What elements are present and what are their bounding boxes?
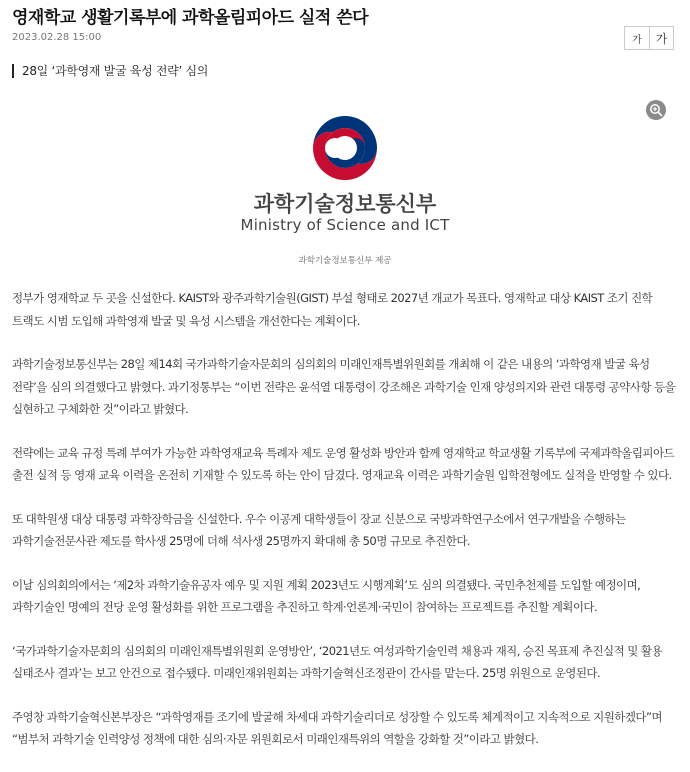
- article-paragraph: ‘국가과학기술자문회의 심의회의 미래인재특별위원회 운영방안’, ‘2021년도 여성과학기술인력 채용과 재직, 승진 목표제 추진실적 및 활용 실태조사 결과’는 보고 안건으로 접수됐다. 미래인재위원회는 과학기술혁신조정관이 간사를 맡는다. 25명 위원으로 운영된다.: [12, 643, 663, 680]
- ministry-logo-image: [200, 112, 490, 242]
- image-caption: 과학기술정보통신부 제공: [298, 256, 392, 266]
- logo-english-text: Ministry of Science and ICT: [240, 216, 450, 234]
- zoom-in-button[interactable]: [646, 100, 666, 120]
- article-subtitle: 28일 ‘과학영재 발굴 육성 전략’ 심의: [12, 64, 208, 78]
- taegeuk-emblem-icon: [312, 115, 378, 181]
- font-decrease-button[interactable]: 가: [625, 27, 649, 49]
- article-date: 2023.02.28 15:00: [12, 32, 102, 43]
- article-paragraph: 정부가 영재학교 두 곳을 신설한다. KAIST와 광주과학기술원(GIST) 부설 형태로 2027년 개교가 목표다. 영재학교 대상 KAIST 조기 진학 트랙도 시범 도입해 과학영재 발굴 및 육성 시스템을 개선한다는 계획이다.: [12, 291, 653, 328]
- article-headline: 영재학교 생활기록부에 과학올림피아드 실적 쓴다: [12, 8, 369, 28]
- article-body: [12, 287, 682, 772]
- article-paragraph: 또 대학원생 대상 대통령 과학장학금을 신설한다. 우수 이공계 대학생들이 장교 신분으로 국방과학연구소에서 연구개발을 수행하는 과학기술전문사관 제도를 학사생 25명에 더해 석사생 25명까지 확대해 총 50명 규모로 추진한다.: [12, 511, 626, 548]
- article-paragraph: 전략에는 교육 규정 특례 부여가 가능한 과학영재교육 특례자 제도 운영 활성화 방안과 함께 영재학교 학교생활 기록부에 국제과학올림피아드 출전 실적 등 영재 교육 이력을 온전히 기재할 수 있도록 하는 안이 담겼다. 영재교육 이력은 과학기술원 입학전형에도 실적을 반영할 수 있다.: [12, 445, 675, 482]
- font-increase-button[interactable]: 가: [649, 27, 673, 49]
- article-paragraph: 주영창 과학기술혁신본부장은 “과학영재를 조기에 발굴해 차세대 과학기술리더로 성장할 수 있도록 체계적이고 지속적으로 지원하겠다”며 “범부처 과학기술 인력양성 정책에 대한 심의·자문 위원회로서 미래인재특위의 역할을 강화할 것”이라고 밝혔다.: [12, 709, 662, 746]
- logo-korean-text: 과학기술정보통신부: [253, 192, 437, 216]
- zoom-in-icon: [649, 103, 663, 117]
- article-paragraph: 과학기술정보통신부는 28일 제14회 국가과학기술자문회의 심의회의 미래인재특별위원회를 개최해 이 같은 내용의 ‘과학영재 발굴 육성 전략’을 심의 의결했다고 밝혔다. 과기정통부는 “이번 전략은 윤석열 대통령이 강조해온 과학기술 인재 양성의지와 관련 대통령 공약사항 등을 실현하고 구체화한 것”이라고 밝혔다.: [12, 357, 676, 416]
- article-paragraph: 이날 심의회의에서는 ‘제2차 과학기술유공자 예우 및 지원 계획 2023년도 시행계획’도 심의 의결됐다. 국민추천제를 도입할 예정이며, 과학기술인 명예의 전당 운영 활성화를 위한 프로그램을 추진하고 학계·언론계·국민이 참여하는 프로젝트를 추진할 계획이다.: [12, 577, 641, 614]
- font-size-controls: [624, 26, 674, 50]
